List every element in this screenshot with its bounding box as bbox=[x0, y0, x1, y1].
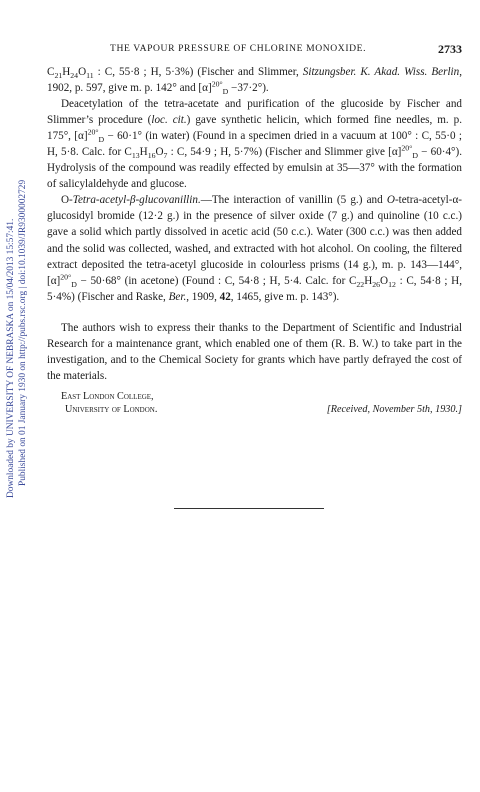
page-header bbox=[47, 43, 462, 57]
download-stamp bbox=[6, 0, 32, 792]
paragraph-acknowledgements: The authors wish to express their thanks to the Department of Scientific and Industrial Research for a maintenance grant, which enabled one of them (R. B. W.) to take part in the investigation, and to the Chemical Society for grants which have partly defrayed the cost of the materials. bbox=[47, 321, 462, 382]
download-line: Downloaded by UNIVERSITY OF NEBRASKA on 15/04/2013 15:57:41. bbox=[6, 218, 16, 498]
affiliation bbox=[47, 390, 157, 417]
college-name: East London College, bbox=[61, 390, 154, 402]
paragraph-formula-continuation: $C_{21}H_{24}O_{11}$ : C, 55·8 ; H, 5·3%) (Fischer and Slimmer, Sitzungsber. K. Akad. Wiss. Berlin, 1902, p. 597, give m. p. 142° and $[\alpha]^{20^\circ}_D -37\cdot 2^\circ$). bbox=[47, 66, 463, 97]
affiliation-block bbox=[47, 390, 462, 417]
end-rule bbox=[174, 508, 324, 509]
paragraph-deacetylation: Deacetylation of the tetra-acetate and purification of the glucoside by Fischer and Slimmer’s procedure (loc. cit.) gave synthetic helicin, which formed fine needles, m. p. 175°, $[\alpha]^{20^\circ}_D - 60\cdot 1^\circ$ (in water) (Found in a specimen dried in a vacuum at 100° : C, 55·0 ; H, 5·8. Calc. for $C_{13}H_{16}O_7$ : C, 54·9 ; H, 5·7%) (Fischer and Slimmer give $[\alpha]^{20^\circ}_D - 60\cdot 4^\circ$). Hydrolysis of the compound was readily effected by emulsin at 35—37° with the formation of salicylaldehyde and glucose. bbox=[47, 98, 462, 191]
article-body bbox=[47, 64, 462, 417]
published-doi-line: Published on 01 January 1930 on http://pubs.rsc.org | doi:10.1039/JR9300002729 bbox=[18, 179, 28, 486]
running-head: THE VAPOUR PRESSURE OF CHLORINE MONOXIDE. bbox=[110, 43, 367, 54]
paragraph-glucovanillin: O-Tetra-acetyl-β-glucovanillin.—The interaction of vanillin (5 g.) and O-tetra-acetyl-α-glucosidyl bromide (12·2 g.) in the presence of silver oxide (7 g.) and quinoline (10 c.c.) gave a solid which partly dissolved in acetic acid (50 c.c.). Water (300 c.c.) was then added and the solid was collected, washed, and extracted with hot alcohol. On cooling, the filtered extract deposited the tetra-acetyl glucoside in colourless prisms (14 g.), m. p. 143—144°, $[\alpha]^{20^\circ}_D - 50\cdot 68^\circ$ (in acetone) (Found : C, 54·8 ; H, 5·4. Calc. for $C_{22}H_{26}O_{12}$ : C, 54·8 ; H, 5·4%) (Fischer and Raske, Ber., 1909, 42, 1465, give m. p. 143°). bbox=[47, 194, 462, 303]
page-number: 2733 bbox=[438, 42, 462, 56]
received-date: [Received, November 5th, 1930.] bbox=[326, 404, 462, 416]
university-name: University of London. bbox=[65, 404, 158, 416]
